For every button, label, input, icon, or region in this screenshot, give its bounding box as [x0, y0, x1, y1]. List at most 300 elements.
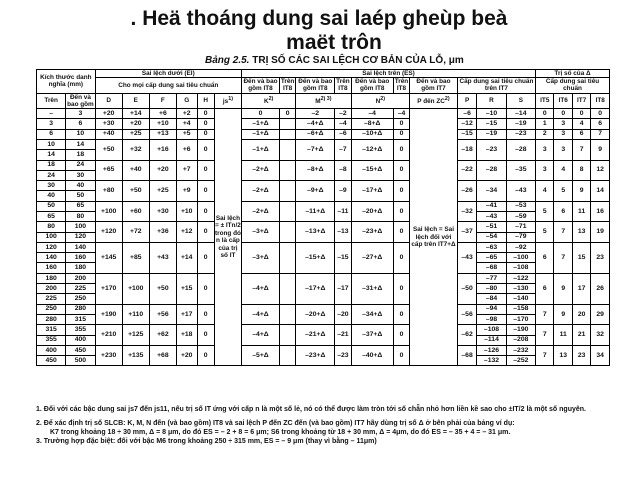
cell-h: 0: [197, 222, 214, 243]
cell-it6: 6: [554, 201, 572, 222]
cell-s: –92: [506, 242, 535, 252]
cell-g: +7: [176, 160, 197, 181]
cell-m-above-it8: –4: [335, 119, 351, 129]
cell-s: –71: [506, 222, 535, 232]
cell-it7: 7: [572, 139, 590, 160]
cell-n-above-it8: 0: [393, 119, 409, 129]
table-row: [37, 345, 610, 355]
cell-g: +4: [176, 119, 197, 129]
cell-it7: 20: [572, 304, 590, 325]
cell-above: 140: [37, 253, 66, 263]
cell-it7: 6: [572, 129, 590, 139]
slide-title: [0, 0, 638, 55]
cell-r: –43: [477, 211, 506, 221]
cell-m-upto-it8: –6+Δ: [296, 129, 335, 139]
cell-n-upto-it8: –20+Δ: [351, 201, 393, 222]
cell-k-upto-it8: 0: [242, 109, 280, 119]
cell-it7: 13: [572, 222, 590, 243]
cell-m-upto-it8: –23+Δ: [296, 345, 335, 366]
cell-d: +40: [95, 129, 122, 139]
cell-f: +16: [149, 139, 176, 160]
col-e-header: E: [122, 93, 149, 108]
cell-it8: 34: [591, 345, 610, 366]
col-p-zc-header: P đến ZC$^{2)}$: [410, 93, 458, 108]
cell-m-upto-it8: –21+Δ: [296, 325, 335, 346]
cell-k-upto-it8: –2+Δ: [242, 181, 280, 202]
cell-s: –59: [506, 211, 535, 221]
cell-upto: 3: [66, 109, 95, 119]
cell-p: –15: [457, 129, 477, 139]
all-grades-header: Cho mọi cấp dung sai tiêu chuẩn: [95, 78, 241, 93]
cell-it8: 6: [591, 119, 610, 129]
cell-g: +5: [176, 129, 197, 139]
cell-p: –26: [457, 181, 477, 202]
footnote-1: 1. Đối với các bậc dung sai js7 đến js11, nếu trị số IT ứng với cấp n là một số lẻ, nó có thể được làm tròn tới số chẵn nhỏ hơn liền kề sao cho ±IT/2 là một số nguyên.: [36, 406, 586, 413]
cell-h: 0: [197, 181, 214, 202]
cell-m-above-it8: –21: [335, 325, 351, 346]
cell-above: 100: [37, 232, 66, 242]
cell-upto: 280: [66, 304, 95, 314]
cell-m-above-it8: –20: [335, 304, 351, 325]
cell-r: –114: [477, 335, 506, 345]
cell-n-upto-it8: –8+Δ: [351, 119, 393, 129]
cell-p: –68: [457, 345, 477, 366]
cell-above: 250: [37, 304, 66, 314]
cell-it8: 29: [591, 304, 610, 325]
table-row: [37, 129, 610, 139]
cell-n-above-it8: 0: [393, 139, 409, 160]
upto-it8-m-header: Đến và bao gồm IT8: [296, 78, 335, 93]
cell-it8: 32: [591, 325, 610, 346]
cell-it8: 0: [591, 109, 610, 119]
cell-s: –19: [506, 119, 535, 129]
cell-upto: 500: [66, 356, 95, 366]
cell-s: –108: [506, 263, 535, 273]
cell-it8: 19: [591, 222, 610, 243]
cell-m-upto-it8: –13+Δ: [296, 222, 335, 243]
cell-s: –190: [506, 325, 535, 335]
table-row: [37, 222, 610, 232]
cell-r: –98: [477, 314, 506, 324]
cell-it6: 7: [554, 222, 572, 243]
p-zc-formula-cell: Sai lệch = Sai lệch đối với cấp trên IT7+Δ: [410, 109, 458, 366]
cell-m-above-it8: –6: [335, 129, 351, 139]
cell-h: 0: [197, 201, 214, 222]
cell-upto: 14: [66, 139, 95, 149]
lower-deviation-header: Sai lệch dưới (EI): [95, 70, 241, 78]
cell-d: +30: [95, 119, 122, 129]
cell-f: +50: [149, 273, 176, 304]
cell-upto: 65: [66, 201, 95, 211]
cell-upto: 160: [66, 253, 95, 263]
table-row: [37, 273, 610, 283]
cell-f: +20: [149, 160, 176, 181]
cell-e: +125: [122, 325, 149, 346]
cell-r: –10: [477, 109, 506, 119]
table-row: [37, 325, 610, 335]
cell-above: 280: [37, 314, 66, 324]
cell-d: +80: [95, 181, 122, 202]
upto-it8-n-header: Đến và bao gồm IT8: [351, 78, 393, 93]
cell-e: +110: [122, 304, 149, 325]
cell-e: +50: [122, 181, 149, 202]
cell-it7: 17: [572, 273, 590, 304]
cell-r: –51: [477, 222, 506, 232]
cell-k-above-it8: [279, 242, 295, 273]
cell-f: +30: [149, 201, 176, 222]
footnote-2b: K7 trong khoảng 18 ÷ 30 mm, Δ = 8 μm, do đó ES = – 2 + 8 = 6 μm; S6 trong khoảng từ 18 + 30 mm, Δ = 4μm, do đó ES = – 35 + 4 = – 31 μm.: [50, 429, 511, 436]
cell-s: –170: [506, 314, 535, 324]
cell-d: +170: [95, 273, 122, 304]
cell-above: 400: [37, 345, 66, 355]
cell-e: +135: [122, 345, 149, 366]
cell-k-above-it8: [279, 119, 295, 129]
cell-h: 0: [197, 325, 214, 346]
cell-r: –23: [477, 139, 506, 160]
cell-r: –84: [477, 294, 506, 304]
cell-it5: 6: [536, 273, 554, 304]
cell-k-above-it8: [279, 222, 295, 243]
cell-r: –94: [477, 304, 506, 314]
cell-above: 180: [37, 273, 66, 283]
cell-r: –63: [477, 242, 506, 252]
cell-h: 0: [197, 304, 214, 325]
col-k-header: $K^{2)}$: [242, 93, 296, 108]
cell-d: +145: [95, 242, 122, 273]
cell-d: +50: [95, 139, 122, 160]
cell-n-upto-it8: –15+Δ: [351, 160, 393, 181]
cell-g: +9: [176, 181, 197, 202]
cell-n-above-it8: 0: [393, 242, 409, 273]
cell-upto: 400: [66, 335, 95, 345]
cell-r: –34: [477, 181, 506, 202]
cell-r: –77: [477, 273, 506, 283]
cell-above: 315: [37, 325, 66, 335]
cell-k-above-it8: [279, 345, 295, 366]
cell-k-above-it8: [279, 139, 295, 160]
cell-k-upto-it8: –1+Δ: [242, 119, 280, 129]
cell-f: +43: [149, 242, 176, 273]
cell-it5: 6: [536, 242, 554, 273]
col-p-header: P: [457, 93, 477, 108]
table-caption: [205, 55, 464, 66]
cell-h: 0: [197, 242, 214, 273]
cell-d: +65: [95, 160, 122, 181]
cell-s: –53: [506, 201, 535, 211]
above-it8-m-header: Trên IT8: [336, 78, 350, 93]
cell-d: +190: [95, 304, 122, 325]
cell-r: –126: [477, 345, 506, 355]
footnote-2: 2. Để xác định trị số SLCB: K, M, N đến (và bao gồm) IT8 và sai lệch P đến ZC đến (và bao gồm) IT7 hãy dùng trị số Δ ở bên phải của bảng ví dụ:: [36, 420, 515, 427]
cell-n-above-it8: 0: [393, 129, 409, 139]
cell-n-upto-it8: –17+Δ: [351, 181, 393, 202]
cell-k-upto-it8: –4+Δ: [242, 325, 280, 346]
cell-s: –232: [506, 345, 535, 355]
cell-n-upto-it8: –40+Δ: [351, 345, 393, 366]
cell-above: 50: [37, 201, 66, 211]
cell-it6: 7: [554, 242, 572, 273]
js-formula-cell: Sai lệch = ± ITn/2 trong đó n là cấp của trị số IT: [214, 109, 241, 366]
cell-k-upto-it8: –3+Δ: [242, 242, 280, 273]
cell-h: 0: [197, 119, 214, 129]
table-row: [37, 109, 610, 119]
cell-e: +25: [122, 129, 149, 139]
cell-k-upto-it8: –2+Δ: [242, 160, 280, 181]
cell-r: –19: [477, 129, 506, 139]
cell-p: –6: [457, 109, 477, 119]
cell-h: 0: [197, 345, 214, 366]
cell-p: –43: [457, 242, 477, 273]
cell-f: +62: [149, 325, 176, 346]
table-row: [37, 304, 610, 314]
cell-upto: 315: [66, 314, 95, 324]
cell-n-upto-it8: –37+Δ: [351, 325, 393, 346]
cell-h: 0: [197, 273, 214, 304]
col-r-header: R: [477, 93, 506, 108]
col-d-header: D: [95, 93, 122, 108]
cell-k-upto-it8: –4+Δ: [242, 304, 280, 325]
cell-e: +32: [122, 139, 149, 160]
cell-it5: 3: [536, 139, 554, 160]
cell-upto: 100: [66, 222, 95, 232]
cell-r: –68: [477, 263, 506, 273]
cell-m-above-it8: –23: [335, 345, 351, 366]
cell-above: 40: [37, 191, 66, 201]
cell-m-upto-it8: –9+Δ: [296, 181, 335, 202]
cell-n-above-it8: 0: [393, 201, 409, 222]
cell-s: –140: [506, 294, 535, 304]
cell-m-above-it8: –2: [335, 109, 351, 119]
slide-title-line1: . Heä thoáng dung sai laép gheùp beà: [130, 7, 508, 30]
footnote-3: 3. Trường hợp đặc biệt: đối với bậc M6 trong khoảng 250 ÷ 315 mm, ES = – 9 μm (thay vì bằng – 11μm): [36, 438, 377, 445]
cell-n-above-it8: 0: [393, 181, 409, 202]
cell-it5: 7: [536, 345, 554, 366]
cell-k-above-it8: 0: [279, 109, 295, 119]
cell-e: +20: [122, 119, 149, 129]
cell-it8: 14: [591, 181, 610, 202]
cell-s: –122: [506, 273, 535, 283]
col-g-header: G: [176, 93, 197, 108]
cell-s: –252: [506, 356, 535, 366]
cell-m-above-it8: –9: [335, 181, 351, 202]
above-header: Trên: [37, 93, 66, 108]
cell-n-above-it8: 0: [393, 222, 409, 243]
cell-upto: 200: [66, 273, 95, 283]
cell-h: 0: [197, 129, 214, 139]
cell-g: +2: [176, 109, 197, 119]
cell-it8: 16: [591, 201, 610, 222]
col-it8-header: IT8: [591, 93, 610, 108]
cell-g: +17: [176, 304, 197, 325]
cell-it6: 5: [554, 181, 572, 202]
cell-r: –132: [477, 356, 506, 366]
cell-g: +18: [176, 325, 197, 346]
cell-it7: 11: [572, 201, 590, 222]
cell-it7: 23: [572, 345, 590, 366]
cell-it6: 4: [554, 160, 572, 181]
deviation-table: [36, 69, 610, 366]
cell-k-upto-it8: –1+Δ: [242, 139, 280, 160]
cell-it5: 2: [536, 129, 554, 139]
cell-e: +60: [122, 201, 149, 222]
cell-s: –158: [506, 304, 535, 314]
table-caption-label: Bảng 2.5.: [205, 55, 250, 66]
cell-f: +56: [149, 304, 176, 325]
cell-m-above-it8: –7: [335, 139, 351, 160]
table-caption-text: TRỊ SỐ CÁC SAI LỆCH CƠ BẢN CỦA LỖ, μm: [252, 55, 464, 66]
cell-p: –18: [457, 139, 477, 160]
cell-it7: 15: [572, 242, 590, 273]
cell-above: 6: [37, 129, 66, 139]
cell-f: +68: [149, 345, 176, 366]
cell-f: +6: [149, 109, 176, 119]
cell-n-upto-it8: –12+Δ: [351, 139, 393, 160]
cell-it6: 3: [554, 129, 572, 139]
cell-it8: 12: [591, 160, 610, 181]
nominal-size-header: Kích thước danh nghĩa (mm): [37, 70, 96, 94]
cell-e: +72: [122, 222, 149, 243]
slide-title-line2: maët trôn: [286, 31, 382, 54]
cell-it5: 5: [536, 222, 554, 243]
cell-n-above-it8: 0: [393, 325, 409, 346]
cell-f: +13: [149, 129, 176, 139]
cell-d: +120: [95, 222, 122, 243]
cell-it6: 0: [554, 109, 572, 119]
cell-upto: 120: [66, 232, 95, 242]
cell-upto: 450: [66, 345, 95, 355]
cell-it6: 11: [554, 325, 572, 346]
cell-it8: 26: [591, 273, 610, 304]
cell-it8: 9: [591, 139, 610, 160]
cell-it6: 13: [554, 345, 572, 366]
cell-above: 160: [37, 263, 66, 273]
cell-r: –108: [477, 325, 506, 335]
cell-p: –32: [457, 201, 477, 222]
cell-n-above-it8: 0: [393, 304, 409, 325]
grades-header: Cấp dung sai tiêu chuẩn: [536, 78, 610, 93]
cell-above: 14: [37, 150, 66, 160]
cell-m-upto-it8: –8+Δ: [296, 160, 335, 181]
cell-upto: 6: [66, 119, 95, 129]
cell-g: +12: [176, 222, 197, 243]
cell-n-upto-it8: –34+Δ: [351, 304, 393, 325]
col-js-header: $js^{1)}$: [214, 93, 241, 108]
upto-it8-k-header: Đến và bao gồm IT8: [243, 78, 278, 93]
cell-p: –62: [457, 325, 477, 346]
cell-d: +100: [95, 201, 122, 222]
cell-above: 24: [37, 170, 66, 180]
cell-s: –35: [506, 160, 535, 181]
cell-upto: 30: [66, 170, 95, 180]
cell-p: –12: [457, 119, 477, 129]
cell-f: +25: [149, 181, 176, 202]
cell-n-above-it8: 0: [393, 273, 409, 304]
cell-above: 10: [37, 139, 66, 149]
col-s-header: S: [506, 93, 535, 108]
cell-it7: 4: [572, 119, 590, 129]
cell-f: +10: [149, 119, 176, 129]
cell-m-upto-it8: –4+Δ: [296, 119, 335, 129]
cell-r: –41: [477, 201, 506, 211]
cell-s: –208: [506, 335, 535, 345]
col-f-header: F: [149, 93, 176, 108]
col-h-header: H: [197, 93, 214, 108]
cell-p: –56: [457, 304, 477, 325]
table-row: [37, 181, 610, 191]
upper-deviation-header: Sai lệch trên (ES): [242, 70, 536, 78]
cell-it6: 9: [554, 304, 572, 325]
cell-r: –65: [477, 253, 506, 263]
col-it7-header: IT7: [572, 93, 590, 108]
cell-it5: 0: [536, 109, 554, 119]
cell-m-upto-it8: –11+Δ: [296, 201, 335, 222]
cell-k-above-it8: [279, 304, 295, 325]
cell-k-above-it8: [279, 273, 295, 304]
cell-above: 225: [37, 294, 66, 304]
col-n-header: $N^{2)}$: [351, 93, 410, 108]
cell-d: +210: [95, 325, 122, 346]
cell-it7: 8: [572, 160, 590, 181]
cell-m-upto-it8: –17+Δ: [296, 273, 335, 304]
cell-it5: 1: [536, 119, 554, 129]
cell-n-above-it8: –4: [393, 109, 409, 119]
cell-r: –54: [477, 232, 506, 242]
cell-upto: 18: [66, 150, 95, 160]
cell-it7: 0: [572, 109, 590, 119]
cell-g: +10: [176, 201, 197, 222]
cell-it6: 3: [554, 119, 572, 129]
cell-e: +14: [122, 109, 149, 119]
cell-m-upto-it8: –7+Δ: [296, 139, 335, 160]
cell-r: –80: [477, 284, 506, 294]
cell-s: –43: [506, 181, 535, 202]
cell-k-above-it8: [279, 129, 295, 139]
cell-n-upto-it8: –23+Δ: [351, 222, 393, 243]
cell-g: +14: [176, 242, 197, 273]
cell-it5: 3: [536, 160, 554, 181]
cell-upto: 180: [66, 263, 95, 273]
cell-above: 3: [37, 119, 66, 129]
cell-g: +6: [176, 139, 197, 160]
cell-e: +40: [122, 160, 149, 181]
table-row: [37, 242, 610, 252]
cell-k-above-it8: [279, 201, 295, 222]
cell-n-upto-it8: –27+Δ: [351, 242, 393, 273]
cell-n-upto-it8: –4: [351, 109, 393, 119]
cell-n-upto-it8: –31+Δ: [351, 273, 393, 304]
cell-s: –14: [506, 109, 535, 119]
cell-k-upto-it8: –2+Δ: [242, 201, 280, 222]
cell-p: –50: [457, 273, 477, 304]
cell-above: 200: [37, 284, 66, 294]
cell-upto: 50: [66, 191, 95, 201]
cell-n-above-it8: 0: [393, 160, 409, 181]
cell-above: 355: [37, 335, 66, 345]
table-body: [37, 109, 610, 366]
cell-d: +230: [95, 345, 122, 366]
cell-s: –28: [506, 139, 535, 160]
cell-k-above-it8: [279, 181, 295, 202]
cell-it6: 9: [554, 273, 572, 304]
cell-r: –15: [477, 119, 506, 129]
cell-upto: 40: [66, 181, 95, 191]
cell-m-upto-it8: –20+Δ: [296, 304, 335, 325]
cell-upto: 24: [66, 160, 95, 170]
cell-it5: 7: [536, 325, 554, 346]
cell-k-above-it8: [279, 160, 295, 181]
cell-s: –79: [506, 232, 535, 242]
cell-g: +20: [176, 345, 197, 366]
